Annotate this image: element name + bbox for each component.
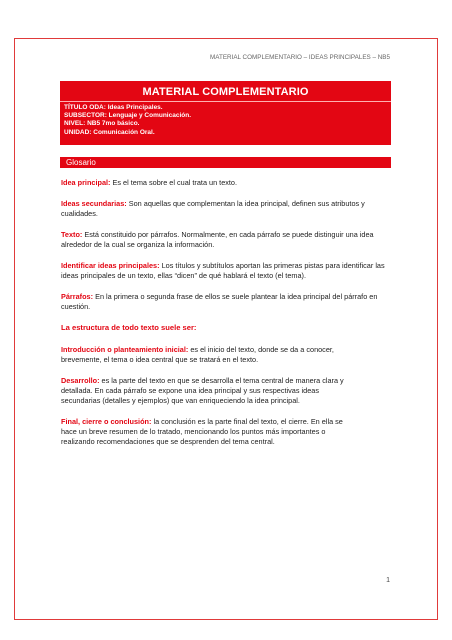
structure-item xyxy=(61,345,353,365)
glossary-entry xyxy=(61,292,395,312)
glossary-term: Ideas secundarias: xyxy=(61,199,127,208)
glossary-entry xyxy=(61,261,395,281)
glossary-definition: Son aquellas que complementan la idea principal, definen sus atributos y cualidades. xyxy=(61,199,365,218)
glossary-term: Texto: xyxy=(61,230,83,239)
meta-unidad: UNIDAD: Comunicación Oral. xyxy=(64,128,155,136)
glossary-entry xyxy=(61,199,395,219)
banner-divider xyxy=(60,101,391,102)
glossary-term: Idea principal: xyxy=(61,178,111,187)
meta-subsector: SUBSECTOR: Lenguaje y Comunicación. xyxy=(64,112,192,120)
structure-definition: es la parte del texto en que se desarrolla el tema central de manera clara y detallada. En cada párrafo se expone una idea principal y sus respectivas ideas secundarias (detalles y ejemplos) que van enriqueciendo la idea principal. xyxy=(61,376,344,405)
title-banner xyxy=(60,81,391,145)
section-heading-glosario: Glosario xyxy=(60,157,391,168)
meta-nivel: NIVEL: NB5 7mo básico. xyxy=(64,120,140,128)
glossary-entry xyxy=(61,230,395,250)
structure-item xyxy=(61,417,353,447)
meta-title-oda: TÍTULO ODA: Ideas Principales. xyxy=(64,104,163,111)
glossary-definition: Es el tema sobre el cual trata un texto. xyxy=(110,178,238,187)
structure-definition: es el inicio del texto, donde se da a conocer, brevemente, el tema o idea central que se tratará en el texto. xyxy=(61,345,334,364)
structure-term: Desarrollo: xyxy=(61,376,100,385)
structure-heading: La estructura de todo texto suele ser: xyxy=(61,323,197,332)
running-header: MATERIAL COMPLEMENTARIO – IDEAS PRINCIPALES – NB5 xyxy=(210,54,390,61)
structure-definition: la conclusión es la parte final del texto, el cierre. En ella se hace un breve resumen de lo tratado, mencionando los puntos más importantes o realizando recomendaciones que se desprenden del tema central. xyxy=(61,417,343,446)
glossary-definition: Los títulos y subtítulos aportan las primeras pistas para identificar las ideas principales de un texto, ellas “dicen” de qué hablará el texto (el tema). xyxy=(61,261,385,280)
document-title: MATERIAL COMPLEMENTARIO xyxy=(142,86,309,98)
glossary-definition: Está constituido por párrafos. Normalmente, en cada párrafo se puede distinguir una idea alrededor de la cual se organiza la información. xyxy=(61,230,374,249)
document-body xyxy=(61,178,395,458)
glossary-definition: En la primera o segunda frase de ellos se suele plantear la idea principal del párrafo en cuestión. xyxy=(61,292,378,311)
document-metadata xyxy=(60,104,391,137)
glossary-term: Identificar ideas principales: xyxy=(61,261,160,270)
glossary-term: Párrafos: xyxy=(61,292,94,301)
glossary-entry xyxy=(61,178,395,188)
structure-term: Final, cierre o conclusión: xyxy=(61,417,152,426)
structure-term: Introducción o planteamiento inicial: xyxy=(61,345,189,354)
structure-item xyxy=(61,376,353,406)
page-number: 1 xyxy=(386,577,390,584)
